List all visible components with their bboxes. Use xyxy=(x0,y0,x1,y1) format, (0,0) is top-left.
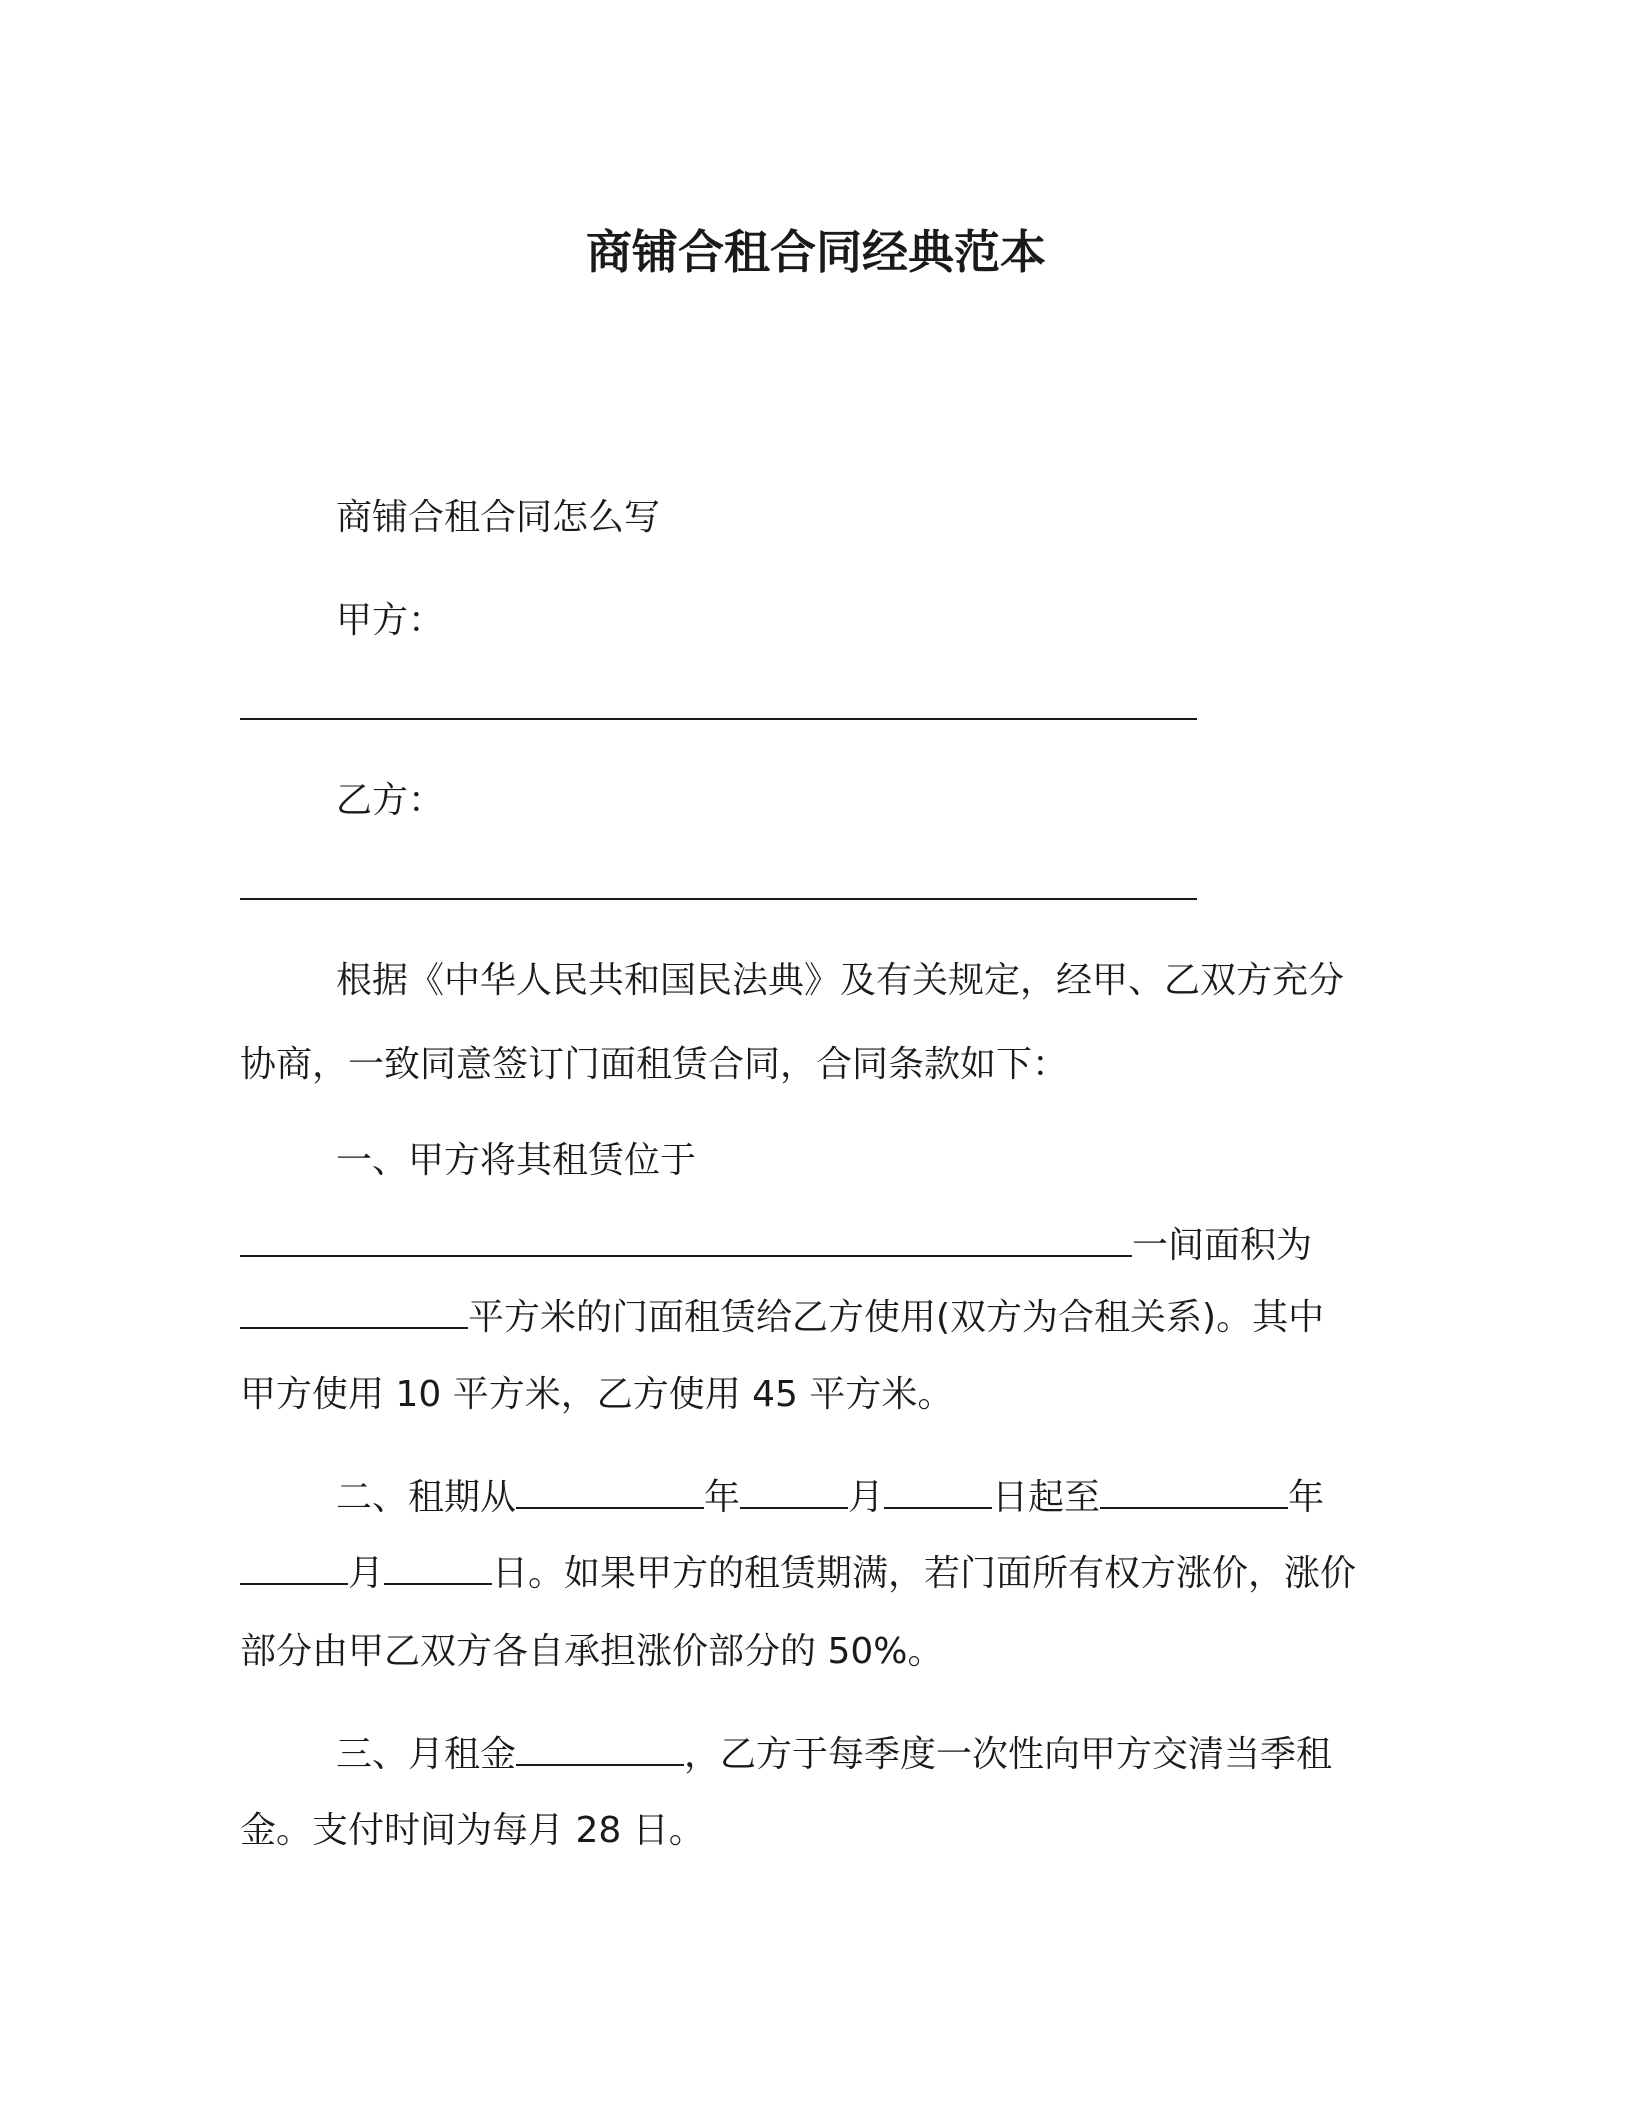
start-month-label: 月 xyxy=(848,1477,885,1518)
start-month-blank xyxy=(740,1475,848,1509)
intro-paragraph-line-2: 协商，一致同意签订门面租赁合同，合同条款如下： xyxy=(240,1044,1069,1085)
party-a-blank-line xyxy=(240,718,1197,720)
start-year-blank xyxy=(516,1475,704,1509)
end-month-label: 月 xyxy=(348,1553,385,1594)
end-day-blank xyxy=(384,1551,492,1585)
end-year-label: 年 xyxy=(1288,1477,1325,1518)
clause-1-area-text: 一间面积为 xyxy=(1132,1225,1313,1266)
area-blank xyxy=(240,1295,468,1329)
clause-1-usage-text: 平方米的门面租赁给乙方使用(双方为合租关系)。其中 xyxy=(468,1297,1325,1338)
clause-3-line-2: 金。支付时间为每月 28 日。 xyxy=(240,1810,705,1851)
start-day-blank xyxy=(884,1475,992,1509)
end-year-blank xyxy=(1100,1475,1288,1509)
party-a-label: 甲方： xyxy=(336,600,445,641)
intro-paragraph-line-1: 根据《中华人民共和国民法典》及有关规定，经甲、乙双方充分 xyxy=(336,960,1345,1001)
clause-2-prefix: 二、租期从 xyxy=(336,1477,517,1518)
monthly-rent-blank xyxy=(516,1732,684,1766)
start-year-label: 年 xyxy=(704,1477,741,1518)
start-day-to-label: 日起至 xyxy=(992,1477,1101,1518)
clause-1-line-3 xyxy=(240,1293,1324,1343)
document-title: 商铺合租合同经典范本 xyxy=(586,225,1046,279)
clause-3-payment-text: ，乙方于每季度一次性向甲方交清当季租 xyxy=(684,1734,1333,1775)
location-blank xyxy=(240,1223,1132,1257)
party-b-blank-line xyxy=(240,898,1197,900)
clause-2-line-3: 部分由甲乙双方各自承担涨价部分的 50%。 xyxy=(240,1631,944,1672)
party-b-label: 乙方： xyxy=(336,780,445,821)
clause-1-line-4: 甲方使用 10 平方米，乙方使用 45 平方米。 xyxy=(240,1374,954,1415)
clause-1-line-2 xyxy=(240,1221,1312,1271)
document-subtitle: 商铺合租合同怎么写 xyxy=(336,497,661,538)
clause-3-prefix: 三、月租金 xyxy=(336,1734,517,1775)
clause-3-line-1 xyxy=(336,1730,1332,1780)
clause-2-line-2 xyxy=(240,1549,1356,1599)
end-month-blank xyxy=(240,1551,348,1585)
clause-1-line-1: 一、甲方将其租赁位于 xyxy=(336,1140,697,1181)
clause-2-expiry-text: 日。如果甲方的租赁期满，若门面所有权方涨价，涨价 xyxy=(492,1553,1357,1594)
clause-2-line-1 xyxy=(336,1473,1324,1523)
